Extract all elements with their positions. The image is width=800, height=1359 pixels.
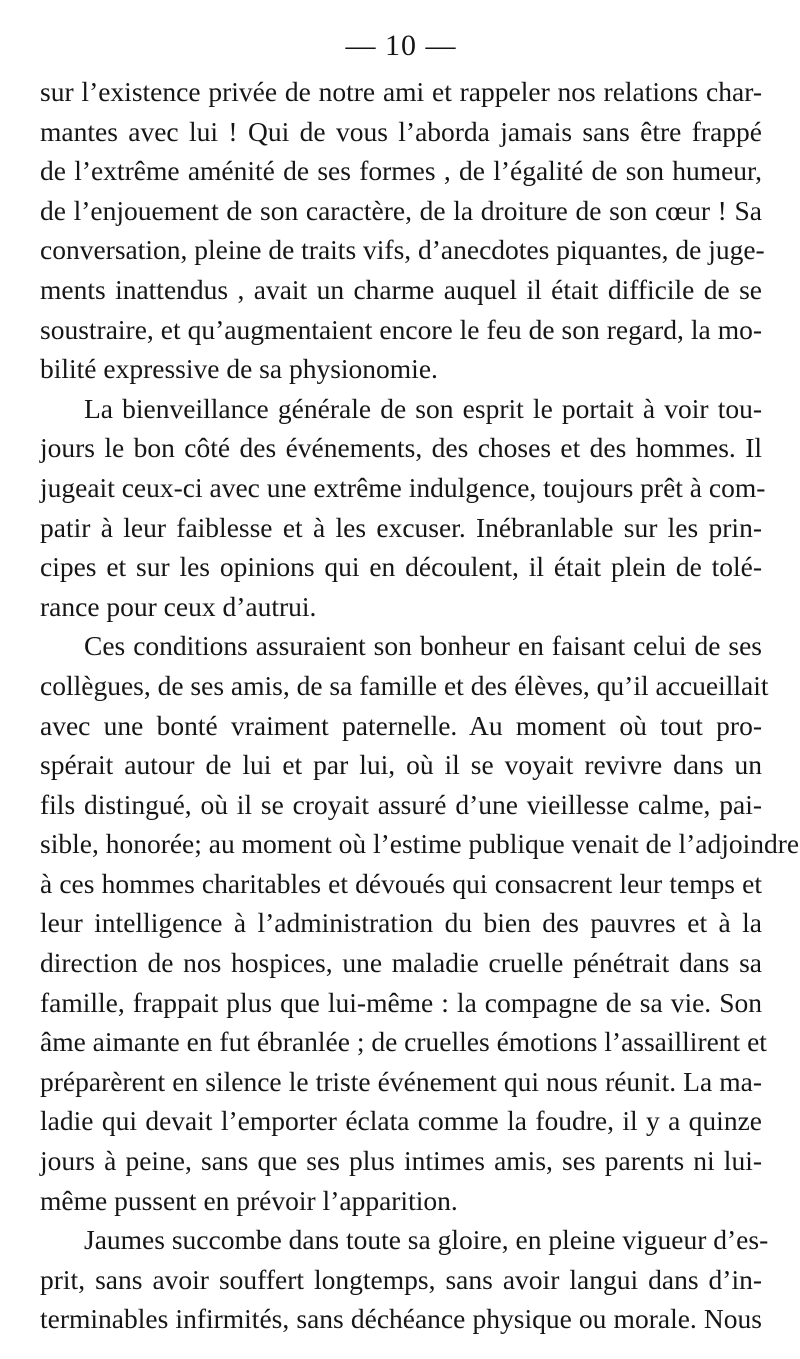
text-line: mantes avec lui ! Qui de vous l’aborda jamais sans être frappé [40, 115, 762, 147]
text-line: conversation, pleine de traits vifs, d’anecdotes piquantes, de juge- [40, 234, 765, 266]
text-line: Jaumes succombe dans toute sa gloire, en pleine vigueur d’es- [84, 1224, 769, 1256]
text-line: jours à peine, sans que ses plus intimes amis, ses parents ni lui- [40, 1145, 762, 1177]
text-line: bilité expressive de sa physionomie. [40, 353, 438, 385]
text-line: même pussent en prévoir l’apparition. [40, 1184, 458, 1216]
paragraph [40, 1220, 769, 1339]
text-line: collègues, de ses amis, de sa famille et des élèves, qu’il accueillait [40, 669, 769, 701]
paragraph [40, 626, 800, 1220]
text-line: cipes et sur les opinions qui en découlent, il était plein de tolé- [40, 551, 762, 583]
paragraph [40, 389, 766, 627]
text-line: ments inattendus , avait un charme auquel il était difficile de se [40, 273, 762, 305]
text-line: jours le bon côté des événements, des choses et des hommes. Il [40, 432, 762, 464]
text-line: sur l’existence privée de notre ami et rappeler nos relations char- [40, 76, 762, 107]
text-line: préparèrent en silence le triste événement qui nous réunit. La ma- [40, 1065, 762, 1097]
text-line: jugeait ceux-ci avec une extrême indulgence, toujours prêt à com- [40, 471, 766, 503]
text-line: de l’enjouement de son caractère, de la droiture de son cœur ! Sa [40, 194, 762, 226]
text-line: La bienveillance générale de son esprit le portait à voir tou- [84, 392, 762, 424]
text-line: avec une bonté vraiment paternelle. Au moment où tout pro- [40, 709, 762, 741]
text-line: famille, frappait plus que lui-même : la compagne de sa vie. Son [40, 986, 762, 1018]
text-line: fils distingué, où il se croyait assuré d’une vieillesse calme, pai- [40, 788, 762, 820]
text-line: de l’extrême aménité de ses formes , de l’égalité de son humeur, [40, 155, 762, 187]
text-line: âme aimante en fut ébranlée ; de cruelles émotions l’assaillirent et [40, 1026, 767, 1058]
body-text [40, 72, 800, 1339]
text-line: ladie qui devait l’emporter éclata comme la foudre, il y a quinze [40, 1105, 762, 1137]
paragraph [40, 72, 765, 389]
text-line: leur intelligence à l’administration du bien des pauvres et à la [40, 907, 762, 939]
text-line: sible, honorée; au moment où l’estime publique venait de l’adjoindre [40, 828, 800, 860]
text-line: spérait autour de lui et par lui, où il se voyait revivre dans un [40, 749, 762, 781]
text-line: Ces conditions assuraient son bonheur en faisant celui de ses [84, 630, 762, 662]
text-line: soustraire, et qu’augmentaient encore le feu de son regard, la mo- [40, 313, 762, 345]
text-line: patir à leur faiblesse et à les excuser. Inébranlable sur les prin- [40, 511, 762, 543]
text-line: direction de nos hospices, une maladie cruelle pénétrait dans sa [40, 947, 762, 979]
text-line: terminables infirmités, sans déchéance physique ou morale. Nous [40, 1303, 762, 1335]
text-line: à ces hommes charitables et dévoués qui consacrent leur temps et [40, 867, 762, 899]
text-line: rance pour ceux d’autrui. [40, 590, 317, 622]
text-line: prit, sans avoir souffert longtemps, sans avoir langui dans d’in- [40, 1263, 762, 1295]
page-number: — 10 — [345, 29, 457, 62]
